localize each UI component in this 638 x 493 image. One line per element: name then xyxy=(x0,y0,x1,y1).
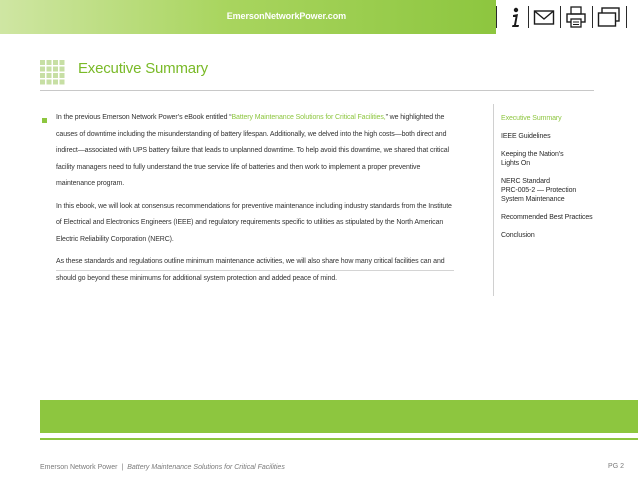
toolbar-divider xyxy=(560,6,561,28)
body-divider xyxy=(56,270,454,271)
nav-item-executive-summary[interactable]: Executive Summary xyxy=(501,115,562,122)
page-number: PG 2 xyxy=(608,463,624,470)
footer-company: Emerson Network Power xyxy=(40,464,118,471)
ebook-title-link[interactable]: Battery Maintenance Solutions for Critical Facilities, xyxy=(231,114,386,121)
expand-icon[interactable] xyxy=(597,4,621,30)
footer-banner xyxy=(40,400,638,433)
toolbar-divider xyxy=(496,6,497,28)
paragraph-scope: In this ebook, we will look at consensus recommendations for preventive maintenance including industry standards from the Institute of Electrical and Electronics Engineers (IEEE) and regulatory requirements specific to utilities as stipulated by the North American Electric Reliability Corporation (NERC). xyxy=(56,202,452,243)
nav-item-ieee-guidelines[interactable]: IEEE Guidelines xyxy=(501,133,551,140)
top-banner xyxy=(0,0,496,34)
toolbar-divider xyxy=(626,6,627,28)
nav-item-best-practices[interactable]: Recommended Best Practices xyxy=(501,214,593,221)
nav-item-keeping-lights-on[interactable]: Keeping the Nation’s Lights On xyxy=(501,151,564,167)
paragraph-beyond: As these standards and regulations outline minimum maintenance activities, we will also share how many critical facilities can and should go beyond these minimums for additional system protection and added peace of mind. xyxy=(56,258,445,282)
nav-divider xyxy=(493,104,494,296)
section-title: Executive Summary xyxy=(78,60,208,77)
header-divider xyxy=(40,90,594,91)
table-of-contents xyxy=(501,114,611,249)
top-bar xyxy=(0,0,638,34)
bullet-marker xyxy=(42,118,47,123)
footer-document-title: Battery Maintenance Solutions for Critical Facilities xyxy=(127,464,285,471)
print-icon[interactable] xyxy=(565,4,587,30)
toolbar-divider xyxy=(528,6,529,28)
footer-stripe xyxy=(40,438,638,440)
footer-separator: | xyxy=(121,464,124,471)
body-text xyxy=(56,110,452,293)
nav-item-conclusion[interactable]: Conclusion xyxy=(501,232,535,239)
toolbar-divider xyxy=(592,6,593,28)
info-icon[interactable] xyxy=(508,4,522,30)
site-link[interactable]: EmersonNetworkPower.com xyxy=(226,11,346,21)
nav-item-nerc-standard[interactable]: NERC Standard PRC-005-2 — Protection System Maintenance xyxy=(501,178,577,203)
email-icon[interactable] xyxy=(533,4,555,30)
paragraph-intro-rest: ” we highlighted the causes of downtime including the misunderstanding of battery lifespan. Additionally, we delved into the high costs—both direct and indirect—associated with UPS battery failure that leads to unplanned downtime. To help avoid this downtime, we shared that critical facility managers need to fully understand the true service life of batteries and then work to implement a proper preventive maintenance program. xyxy=(56,114,449,187)
grid-icon xyxy=(40,60,66,86)
paragraph-intro xyxy=(56,110,452,193)
paragraph-intro-lead: In the previous Emerson Network Power’s eBook entitled “ xyxy=(56,114,232,121)
footer xyxy=(40,464,285,471)
toolbar-icons xyxy=(496,0,638,34)
